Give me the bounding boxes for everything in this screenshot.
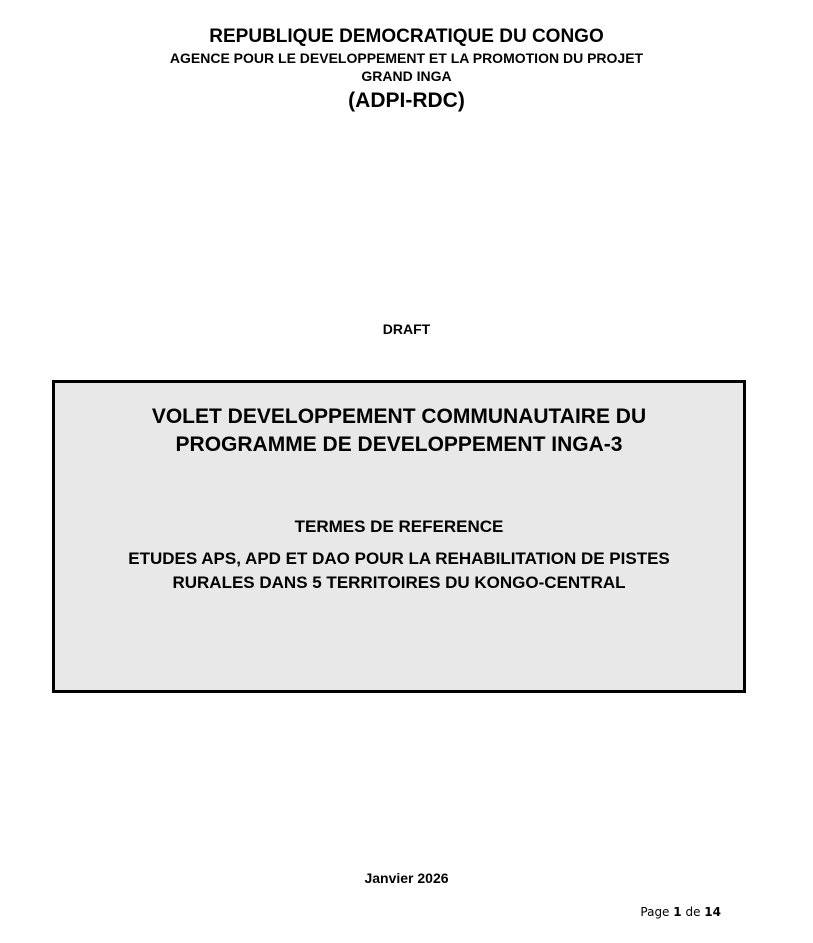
document-title-line-1: VOLET DEVELOPPEMENT COMMUNAUTAIRE DU — [151, 405, 647, 428]
document-title-line-2: PROGRAMME DE DEVELOPPEMENT INGA-3 — [175, 433, 623, 456]
document-description-line-1: ETUDES APS, APD ET DAO POUR LA REHABILITATION DE PISTES — [128, 549, 670, 568]
page-label: Page — [640, 905, 670, 919]
page-number — [640, 904, 721, 920]
country-name: REPUBLIQUE DEMOCRATIQUE DU CONGO — [209, 26, 604, 47]
document-date: Janvier 2026 — [364, 870, 449, 886]
title-box — [52, 380, 746, 693]
agency-acronym: (ADPI-RDC) — [348, 89, 465, 112]
document-subtitle: TERMES DE REFERENCE — [294, 517, 504, 536]
agency-name-line-1: AGENCE POUR LE DEVELOPPEMENT ET LA PROMOTION DU PROJET — [169, 50, 644, 66]
current-page: 1 — [673, 905, 682, 919]
of-label: de — [685, 905, 701, 919]
agency-name-line-2: GRAND INGA — [361, 68, 452, 84]
draft-label: DRAFT — [382, 321, 431, 337]
document-description-line-2: RURALES DANS 5 TERRITOIRES DU KONGO-CENTRAL — [172, 573, 626, 592]
total-pages: 14 — [704, 905, 721, 919]
